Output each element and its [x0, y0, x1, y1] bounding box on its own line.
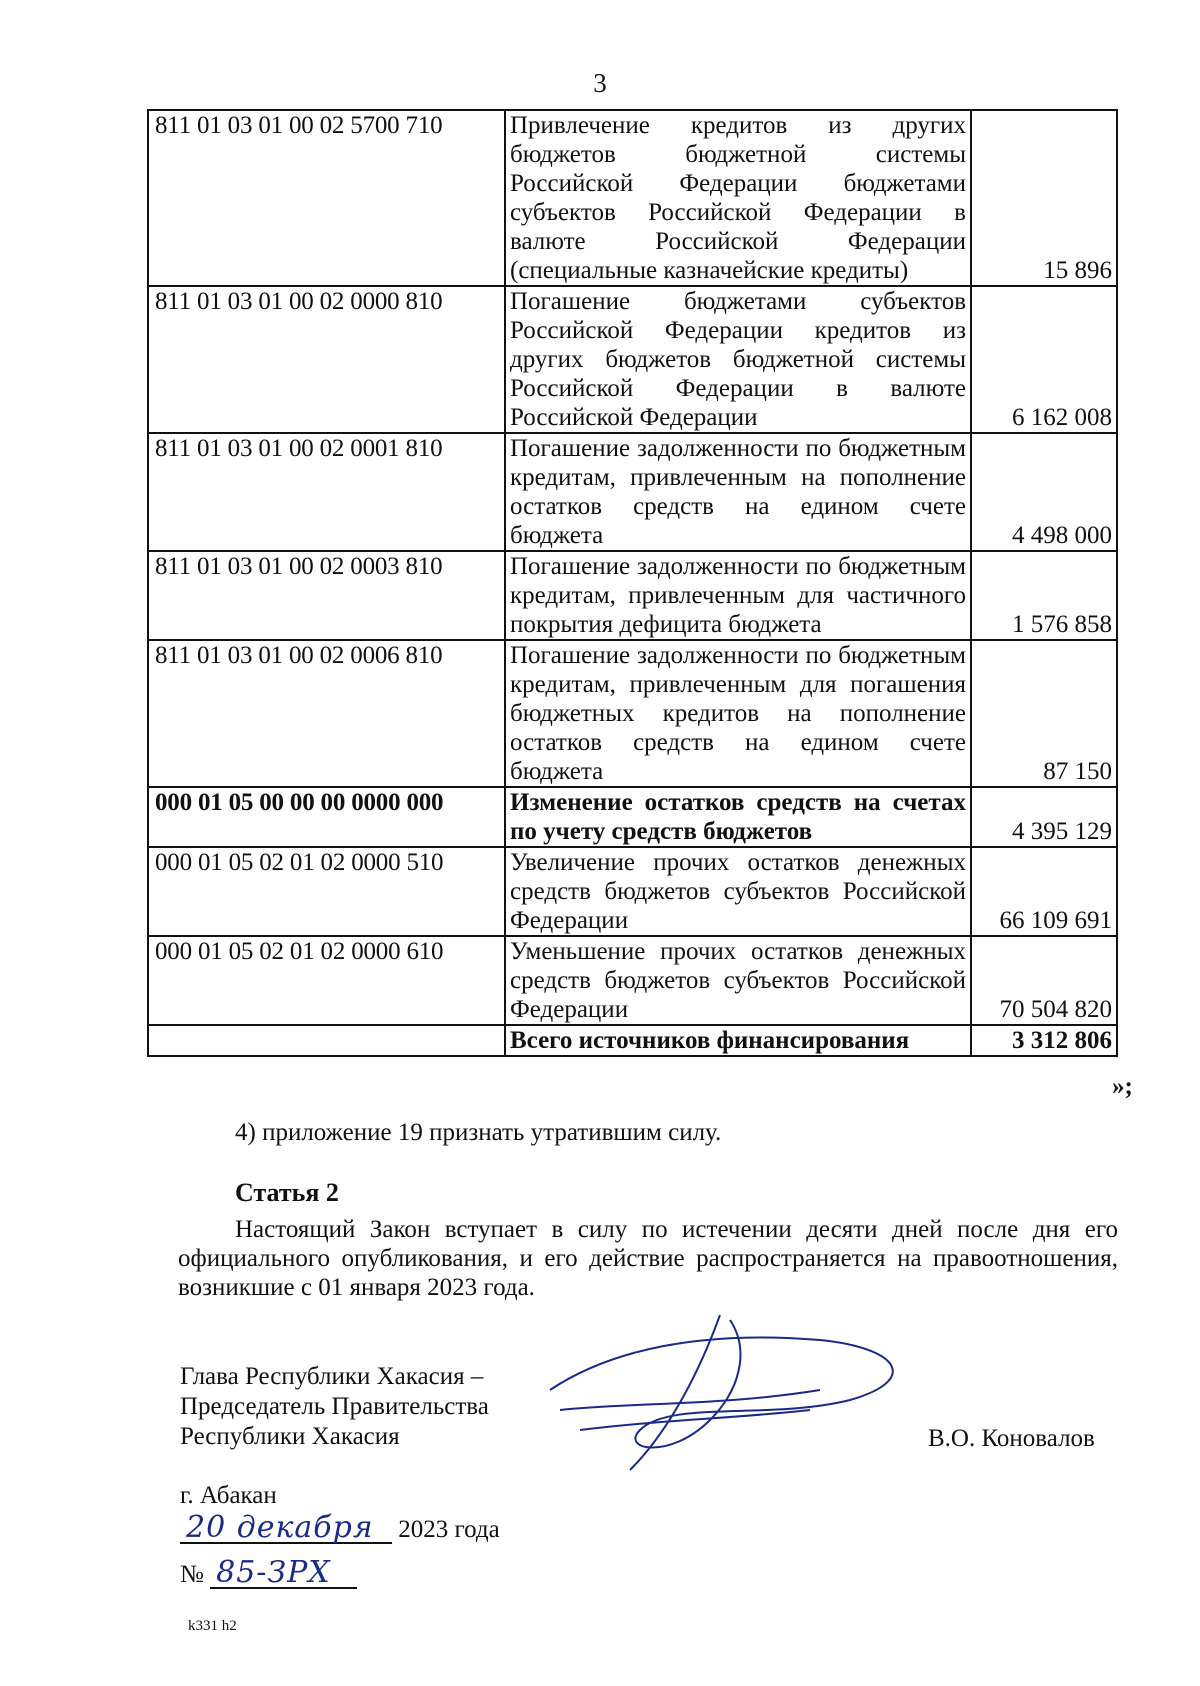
law-number-line [180, 1555, 357, 1590]
article-title: Статья 2 [235, 1178, 339, 1207]
row-name: Погашение задолженности по бюджетным кредитам, привлеченным на пополнение остатков средств на едином счете бюджета [505, 433, 971, 551]
signer-name: В.О. Коновалов [928, 1425, 1095, 1452]
row-name: Увеличение прочих остатков денежных средств бюджетов субъектов Российской Федерации [505, 847, 971, 936]
handwritten-date: 20 декабря [180, 1513, 392, 1544]
document-code: k331 h2 [188, 1618, 237, 1634]
position-line: Республики Хакасия [180, 1423, 400, 1450]
table-row [148, 787, 1117, 847]
place-of-signing: г. Абакан [180, 1482, 277, 1509]
row-code: 000 01 05 02 01 02 0000 510 [148, 847, 505, 936]
row-name: Изменение остатков средств на счетах по учету средств бюджетов [505, 787, 971, 847]
row-code: 811 01 03 01 00 02 0001 810 [148, 433, 505, 551]
handwritten-law-number: 85-ЗРХ [210, 1558, 357, 1589]
table-row [148, 936, 1117, 1025]
row-code: 811 01 03 01 00 02 5700 710 [148, 110, 505, 286]
row-code: 811 01 03 01 00 02 0000 810 [148, 286, 505, 433]
row-amount: 4 498 000 [971, 433, 1117, 551]
row-amount: 87 150 [971, 640, 1117, 787]
row-amount: 6 162 008 [971, 286, 1117, 433]
table-row [148, 640, 1117, 787]
row-amount: 66 109 691 [971, 847, 1117, 936]
row-name: Погашение задолженности по бюджетным кредитам, привлеченным для погашения бюджетных кредитов на пополнение остатков средств на едином счете бюджета [505, 640, 971, 787]
table-row [148, 286, 1117, 433]
row-name: Привлечение кредитов из других бюджетов бюджетной системы Российской Федерации бюджетами субъектов Российской Федерации в валюте Российской Федерации (специальные казначейские кредиты) [505, 110, 971, 286]
date-line [180, 1510, 500, 1545]
signatory-position [180, 1362, 489, 1452]
row-code: 000 01 05 00 00 00 0000 000 [148, 787, 505, 847]
article-body: Настоящий Закон вступает в силу по истечении десяти дней после дня его официального опубликования, и его действие распространяется на правоотношения, возникшие с 01 января 2023 года. [178, 1216, 1118, 1301]
total-row [148, 1025, 1117, 1056]
position-line: Глава Республики Хакасия – [180, 1363, 484, 1390]
table-row [148, 110, 1117, 286]
date-year: 2023 года [398, 1516, 500, 1543]
row-amount: 1 576 858 [971, 551, 1117, 640]
table-row [148, 551, 1117, 640]
position-line: Председатель Правительства [180, 1393, 489, 1420]
row-code: 811 01 03 01 00 02 0003 810 [148, 551, 505, 640]
row-name: Погашение бюджетами субъектов Российской Федерации кредитов из других бюджетов бюджетной системы Российской Федерации в валюте Российской Федерации [505, 286, 971, 433]
total-amount: 3 312 806 [971, 1025, 1117, 1056]
total-label: Всего источников финансирования [505, 1025, 971, 1056]
handwritten-signature [520, 1310, 940, 1480]
row-amount: 4 395 129 [971, 787, 1117, 847]
table-row [148, 433, 1117, 551]
row-name: Погашение задолженности по бюджетным кредитам, привлеченным для частичного покрытия дефицита бюджета [505, 551, 971, 640]
total-code-empty [148, 1025, 505, 1056]
row-code: 811 01 03 01 00 02 0006 810 [148, 640, 505, 787]
financing-sources-table [147, 109, 1118, 1057]
page-number: 3 [593, 68, 607, 98]
row-amount: 15 896 [971, 110, 1117, 286]
number-prefix: № [180, 1561, 204, 1588]
item-4-text: 4) приложение 19 признать утратившим силу. [235, 1119, 722, 1146]
table-row [148, 847, 1117, 936]
closing-quote: »; [1112, 1073, 1133, 1100]
row-name: Уменьшение прочих остатков денежных средств бюджетов субъектов Российской Федерации [505, 936, 971, 1025]
row-code: 000 01 05 02 01 02 0000 610 [148, 936, 505, 1025]
row-amount: 70 504 820 [971, 936, 1117, 1025]
